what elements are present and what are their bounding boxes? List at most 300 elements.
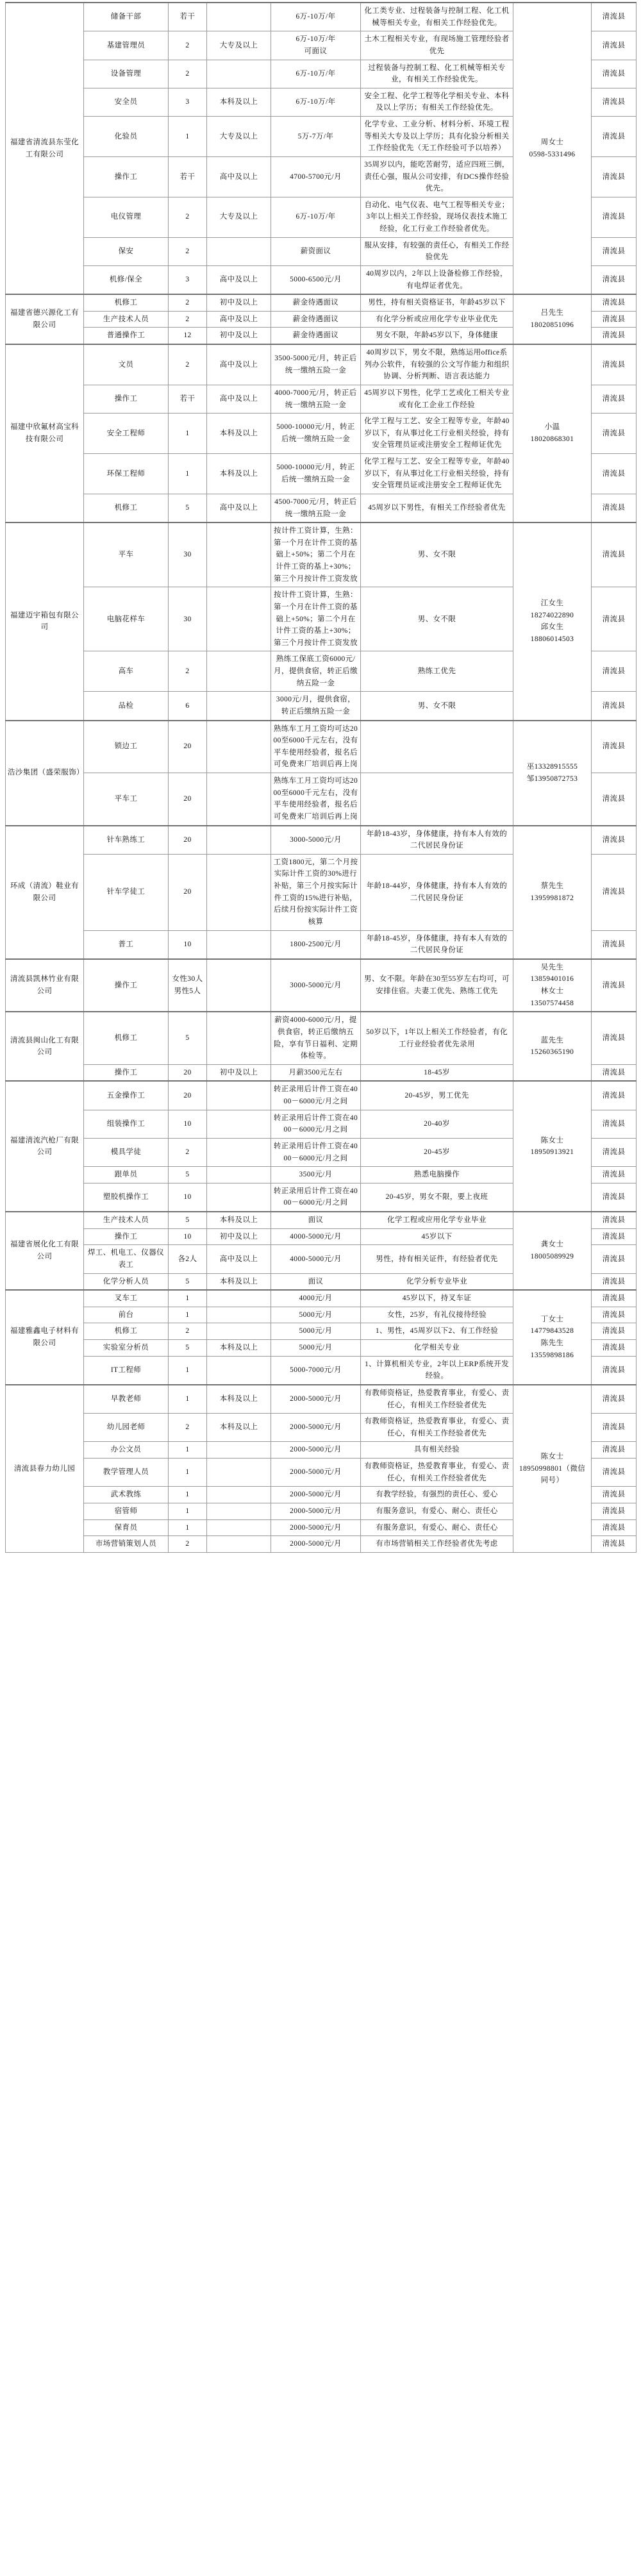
headcount-cell: 若干 xyxy=(169,385,207,413)
education-cell: 高中及以上 xyxy=(207,156,271,197)
requirement-cell: 服从安排，有较强的责任心，有相关工作经验优先 xyxy=(361,237,513,265)
salary-cell: 6万-10万/年 xyxy=(271,197,361,237)
salary-cell: 5万-7万/年 xyxy=(271,117,361,157)
headcount-cell: 5 xyxy=(169,1273,207,1290)
headcount-cell: 30 xyxy=(169,523,207,587)
job-title-cell: 机修/保全 xyxy=(84,265,169,294)
education-cell xyxy=(207,1459,271,1487)
job-title-cell: 保安 xyxy=(84,237,169,265)
salary-cell: 2000-5000元/月 xyxy=(271,1459,361,1487)
location-cell: 清流县 xyxy=(592,826,637,855)
education-cell xyxy=(207,1138,271,1166)
location-cell: 清流县 xyxy=(592,587,637,651)
job-title-cell: 塑胶机操作工 xyxy=(84,1183,169,1212)
location-cell: 清流县 xyxy=(592,265,637,294)
education-cell: 本科及以上 xyxy=(207,1340,271,1357)
table-row xyxy=(6,1385,637,1414)
job-title-cell: 早教老师 xyxy=(84,1385,169,1414)
requirement-cell: 1、计算机相关专业，2年以上ERP系统开发经验。 xyxy=(361,1356,513,1385)
salary-cell: 转正录用后计件工资在4000－6000元/月之间 xyxy=(271,1138,361,1166)
location-cell: 清流县 xyxy=(592,1245,637,1273)
requirement-cell: 20-45岁，男工优先 xyxy=(361,1081,513,1110)
location-cell: 清流县 xyxy=(592,651,637,692)
location-cell: 清流县 xyxy=(592,1167,637,1183)
requirement-cell: 有教师资格证，热爱教育事业，有爱心、责任心，有相关工作经验者优先 xyxy=(361,1385,513,1414)
company-name-cell: 福建迈宇箱包有限公司 xyxy=(6,523,84,720)
education-cell: 高中及以上 xyxy=(207,494,271,523)
job-title-cell: 平车 xyxy=(84,523,169,587)
headcount-cell: 20 xyxy=(169,854,207,930)
company-name-cell: 福建省清流县东莹化工有限公司 xyxy=(6,3,84,294)
location-cell: 清流县 xyxy=(592,454,637,494)
location-cell: 清流县 xyxy=(592,237,637,265)
job-title-cell: 跟单员 xyxy=(84,1167,169,1183)
salary-cell: 5000-6500元/月 xyxy=(271,265,361,294)
requirement-cell: 自动化、电气仪表、电气工程等相关专业；3年以上相关工作经验，现场仪表技术施工经验，化工行业工作经验者优先。 xyxy=(361,197,513,237)
education-cell: 高中及以上 xyxy=(207,385,271,413)
headcount-cell: 1 xyxy=(169,1503,207,1519)
recruitment-sheet xyxy=(0,2,641,1553)
salary-cell: 5000-10000元/月，转正后统一缴纳五险一金 xyxy=(271,454,361,494)
headcount-cell: 5 xyxy=(169,494,207,523)
requirement-cell: 有服务意识，有爱心、耐心、责任心 xyxy=(361,1519,513,1536)
headcount-cell: 3 xyxy=(169,265,207,294)
education-cell xyxy=(207,930,271,959)
education-cell xyxy=(207,60,271,88)
headcount-cell: 30 xyxy=(169,587,207,651)
salary-cell: 5000元/月 xyxy=(271,1323,361,1340)
location-cell: 清流县 xyxy=(592,385,637,413)
education-cell: 高中及以上 xyxy=(207,311,271,328)
location-cell: 清流县 xyxy=(592,1385,637,1414)
requirement-cell xyxy=(361,773,513,826)
salary-cell: 4000-7000元/月，转正后统一缴纳五险一金 xyxy=(271,385,361,413)
contact-cell: 周女士 0598-5331496 xyxy=(513,3,592,294)
salary-cell: 3500-5000元/月，转正后统一缴纳五险一金 xyxy=(271,344,361,385)
job-title-cell: 教学管理人员 xyxy=(84,1459,169,1487)
requirement-cell: 45岁以下，持叉车证 xyxy=(361,1290,513,1307)
requirement-cell: 18-45岁 xyxy=(361,1064,513,1081)
location-cell: 清流县 xyxy=(592,1212,637,1228)
salary-cell: 6万-10万/年 xyxy=(271,88,361,116)
salary-cell: 2000-5000元/月 xyxy=(271,1487,361,1503)
job-title-cell: 化学分析人员 xyxy=(84,1273,169,1290)
headcount-cell: 20 xyxy=(169,1081,207,1110)
job-title-cell: IT工程师 xyxy=(84,1356,169,1385)
salary-cell: 2000-5000元/月 xyxy=(271,1536,361,1553)
education-cell: 初中及以上 xyxy=(207,1228,271,1245)
company-name-cell: 环成（清流）鞋业有限公司 xyxy=(6,826,84,959)
job-title-cell: 市场营销策划人员 xyxy=(84,1536,169,1553)
requirement-cell: 有教师资格证，热爱教育事业，有爱心、责任心，有相关工作经验者优先 xyxy=(361,1414,513,1442)
headcount-cell: 5 xyxy=(169,1212,207,1228)
salary-cell: 面议 xyxy=(271,1273,361,1290)
requirement-cell: 熟练工优先 xyxy=(361,651,513,692)
salary-cell: 转正录用后计件工资在4000－6000元/月之间 xyxy=(271,1183,361,1212)
requirement-cell: 化学相关专业 xyxy=(361,1340,513,1357)
requirement-cell: 有教师资格证，热爱教育事业，有爱心、责任心，有相关工作经验者优先 xyxy=(361,1459,513,1487)
location-cell: 清流县 xyxy=(592,1503,637,1519)
job-title-cell: 操作工 xyxy=(84,1228,169,1245)
job-title-cell: 针车学徒工 xyxy=(84,854,169,930)
education-cell: 初中及以上 xyxy=(207,1064,271,1081)
location-cell: 清流县 xyxy=(592,1356,637,1385)
table-row xyxy=(6,959,637,1012)
requirement-cell: 有化学分析或应用化学专业毕业优先 xyxy=(361,311,513,328)
job-title-cell: 叉车工 xyxy=(84,1290,169,1307)
location-cell: 清流县 xyxy=(592,88,637,116)
location-cell: 清流县 xyxy=(592,692,637,721)
headcount-cell: 2 xyxy=(169,60,207,88)
company-name-cell: 清流县闽山化工有限公司 xyxy=(6,1012,84,1081)
contact-cell: 蓝先生 15260365190 xyxy=(513,1012,592,1081)
company-name-cell: 福建省德兴源化工有限公司 xyxy=(6,294,84,344)
requirement-cell: 男、女不限。年龄在30至55岁左右均可，可安排住宿。夫妻工优先、熟练工优先 xyxy=(361,959,513,1012)
location-cell: 清流县 xyxy=(592,117,637,157)
location-cell: 清流县 xyxy=(592,773,637,826)
contact-cell: 小温 18020868301 xyxy=(513,344,592,523)
job-title-cell: 普工 xyxy=(84,930,169,959)
location-cell: 清流县 xyxy=(592,1519,637,1536)
salary-cell: 工资1800元，第二个月按实际计件工资的30%进行补贴，第三个月按实际计件工资的15%进行补贴，后续月份按实际计件工资核算 xyxy=(271,854,361,930)
job-title-cell: 环保工程师 xyxy=(84,454,169,494)
location-cell: 清流县 xyxy=(592,1183,637,1212)
location-cell: 清流县 xyxy=(592,344,637,385)
education-cell: 高中及以上 xyxy=(207,265,271,294)
job-title-cell: 武术教练 xyxy=(84,1487,169,1503)
headcount-cell: 10 xyxy=(169,930,207,959)
salary-cell: 3000元/月，提供食宿，转正后缴纳五险一金 xyxy=(271,692,361,721)
contact-cell: 吕先生 18020851096 xyxy=(513,294,592,344)
location-cell: 清流县 xyxy=(592,1307,637,1323)
salary-cell: 3000-5000元/月 xyxy=(271,826,361,855)
education-cell xyxy=(207,1110,271,1138)
salary-cell: 2000-5000元/月 xyxy=(271,1519,361,1536)
table-row xyxy=(6,523,637,587)
headcount-cell: 1 xyxy=(169,117,207,157)
job-title-cell: 品检 xyxy=(84,692,169,721)
requirement-cell: 年龄18-44岁，身体健康，持有本人有效的二代居民身份证 xyxy=(361,854,513,930)
education-cell xyxy=(207,826,271,855)
education-cell xyxy=(207,1167,271,1183)
education-cell xyxy=(207,959,271,1012)
salary-cell: 薪资面议 xyxy=(271,237,361,265)
table-row xyxy=(6,344,637,385)
job-title-cell: 机修工 xyxy=(84,494,169,523)
education-cell: 高中及以上 xyxy=(207,344,271,385)
headcount-cell: 20 xyxy=(169,773,207,826)
headcount-cell: 1 xyxy=(169,1356,207,1385)
salary-cell: 5000-7000元/月 xyxy=(271,1356,361,1385)
location-cell: 清流县 xyxy=(592,1064,637,1081)
headcount-cell: 2 xyxy=(169,1536,207,1553)
salary-cell: 转正录用后计件工资在4000－6000元/月之间 xyxy=(271,1081,361,1110)
location-cell: 清流县 xyxy=(592,1414,637,1442)
job-title-cell: 生产技术人员 xyxy=(84,311,169,328)
location-cell: 清流县 xyxy=(592,294,637,311)
requirement-cell: 有教学经验，有强烈的责任心、爱心 xyxy=(361,1487,513,1503)
requirement-cell: 男、女不限 xyxy=(361,523,513,587)
headcount-cell: 5 xyxy=(169,1167,207,1183)
contact-cell: 江女生 18274022890 邱女生 18806014503 xyxy=(513,523,592,720)
requirement-cell: 男、女不限 xyxy=(361,587,513,651)
location-cell: 清流县 xyxy=(592,1487,637,1503)
headcount-cell: 2 xyxy=(169,311,207,328)
contact-cell: 蔡先生 13959981872 xyxy=(513,826,592,959)
requirement-cell: 过程装备与控制工程、化工机械等相关专业，有相关工作经验优先。 xyxy=(361,60,513,88)
location-cell: 清流县 xyxy=(592,1081,637,1110)
job-title-cell: 焊工、机电工、仪器仪表工 xyxy=(84,1245,169,1273)
company-name-cell: 福建清流汽枪厂有限公司 xyxy=(6,1081,84,1212)
salary-cell: 薪金待遇面议 xyxy=(271,328,361,344)
education-cell xyxy=(207,587,271,651)
requirement-cell: 有服务意识，有爱心、耐心、责任心 xyxy=(361,1503,513,1519)
requirement-cell: 化学专业、工业分析、材料分析、环境工程等相关大专及以上学历；具有化验分析相关工作经验优先（无工作经验可予以培养） xyxy=(361,117,513,157)
education-cell xyxy=(207,721,271,773)
education-cell xyxy=(207,1323,271,1340)
location-cell: 清流县 xyxy=(592,328,637,344)
salary-cell: 2000-5000元/月 xyxy=(271,1442,361,1459)
headcount-cell: 10 xyxy=(169,1110,207,1138)
salary-cell: 月薪3500元左右 xyxy=(271,1064,361,1081)
table-row xyxy=(6,1212,637,1228)
location-cell: 清流县 xyxy=(592,197,637,237)
job-title-cell: 机修工 xyxy=(84,1012,169,1064)
salary-cell: 按计件工资计算，生熟：第一个月在计件工资的基础上+50%；第二个月在计件工资的基上+30%；第三个月按计件工资发放 xyxy=(271,523,361,587)
headcount-cell: 5 xyxy=(169,1340,207,1357)
salary-cell: 4500-7000元/月，转正后统一缴纳五险一金 xyxy=(271,494,361,523)
salary-cell: 3500元/月 xyxy=(271,1167,361,1183)
job-title-cell: 前台 xyxy=(84,1307,169,1323)
requirement-cell: 男女不限，年龄45岁以下，身体健康 xyxy=(361,328,513,344)
table-body xyxy=(6,3,637,1552)
requirement-cell: 安全工程、化学工程等化学相关专业、本科及以上学历；有相关工作经验优先。 xyxy=(361,88,513,116)
headcount-cell: 20 xyxy=(169,826,207,855)
education-cell xyxy=(207,1519,271,1536)
requirement-cell: 化学分析专业毕业 xyxy=(361,1273,513,1290)
headcount-cell: 2 xyxy=(169,1323,207,1340)
job-title-cell: 幼儿园老师 xyxy=(84,1414,169,1442)
company-name-cell: 浩沙集团（盛荣服饰） xyxy=(6,721,84,826)
location-cell: 清流县 xyxy=(592,311,637,328)
headcount-cell: 1 xyxy=(169,1307,207,1323)
education-cell: 大专及以上 xyxy=(207,197,271,237)
job-title-cell: 锁边工 xyxy=(84,721,169,773)
job-title-cell: 设备管理 xyxy=(84,60,169,88)
education-cell xyxy=(207,3,271,31)
salary-cell: 4000-5000元/月 xyxy=(271,1245,361,1273)
location-cell: 清流县 xyxy=(592,1012,637,1064)
salary-cell: 2000-5000元/月 xyxy=(271,1385,361,1414)
requirement-cell: 化学工程或应用化学专业毕业 xyxy=(361,1212,513,1228)
education-cell xyxy=(207,1183,271,1212)
salary-cell: 熟练车工月工资均可达2000至6000千元左右，没有平车使用经验者，报名后可免费来厂培训后再上岗 xyxy=(271,773,361,826)
recruitment-table xyxy=(5,2,637,1553)
requirement-cell: 男、女不限 xyxy=(361,692,513,721)
requirement-cell: 35周岁以内，能吃苦耐劳，适应四班三倒，责任心强，服从公司安排，有DCS操作经验优先。 xyxy=(361,156,513,197)
requirement-cell: 45岁以下 xyxy=(361,1228,513,1245)
contact-cell: 陈女士 18950913921 xyxy=(513,1081,592,1212)
location-cell: 清流县 xyxy=(592,959,637,1012)
salary-cell: 5000元/月 xyxy=(271,1307,361,1323)
job-title-cell: 机修工 xyxy=(84,294,169,311)
job-title-cell: 保育员 xyxy=(84,1519,169,1536)
job-title-cell: 操作工 xyxy=(84,156,169,197)
contact-cell: 吴先生 13859401016 林女士 13507574458 xyxy=(513,959,592,1012)
education-cell: 大专及以上 xyxy=(207,117,271,157)
table-row xyxy=(6,721,637,773)
location-cell: 清流县 xyxy=(592,721,637,773)
salary-cell: 4000-5000元/月 xyxy=(271,1228,361,1245)
job-title-cell: 基建管理员 xyxy=(84,31,169,60)
company-name-cell: 福建省展化化工有限公司 xyxy=(6,1212,84,1290)
education-cell xyxy=(207,237,271,265)
education-cell: 初中及以上 xyxy=(207,328,271,344)
job-title-cell: 安全员 xyxy=(84,88,169,116)
education-cell xyxy=(207,1487,271,1503)
headcount-cell: 1 xyxy=(169,1290,207,1307)
job-title-cell: 模具学徒 xyxy=(84,1138,169,1166)
location-cell: 清流县 xyxy=(592,3,637,31)
headcount-cell: 20 xyxy=(169,721,207,773)
job-title-cell: 生产技术人员 xyxy=(84,1212,169,1228)
contact-cell: 巫13328915555 邹13950872753 xyxy=(513,721,592,826)
location-cell: 清流县 xyxy=(592,1459,637,1487)
location-cell: 清流县 xyxy=(592,523,637,587)
salary-cell: 薪金待遇面议 xyxy=(271,294,361,311)
headcount-cell: 5 xyxy=(169,1012,207,1064)
location-cell: 清流县 xyxy=(592,854,637,930)
requirement-cell: 20-45岁，男女不限，要上夜班 xyxy=(361,1183,513,1212)
education-cell xyxy=(207,1536,271,1553)
location-cell: 清流县 xyxy=(592,414,637,454)
headcount-cell: 6 xyxy=(169,692,207,721)
headcount-cell: 2 xyxy=(169,344,207,385)
education-cell xyxy=(207,1290,271,1307)
salary-cell: 薪资4000-6000元/月，提供食宿，转正后缴纳五险，享有节日福利、定期体检等。 xyxy=(271,1012,361,1064)
requirement-cell: 有市场营销相关工作经验者优先考虑 xyxy=(361,1536,513,1553)
requirement-cell: 土木工程相关专业，有现场施工管理经验者优先 xyxy=(361,31,513,60)
location-cell: 清流县 xyxy=(592,930,637,959)
job-title-cell: 实验室分析员 xyxy=(84,1340,169,1357)
job-title-cell: 电仪管理 xyxy=(84,197,169,237)
contact-cell: 龚女士 18005089929 xyxy=(513,1212,592,1290)
company-name-cell: 福建雅鑫电子材料有限公司 xyxy=(6,1290,84,1385)
requirement-cell: 40周岁以内，2年以上设备检修工作经验，有电焊证者优先。 xyxy=(361,265,513,294)
education-cell xyxy=(207,1442,271,1459)
salary-cell: 1800-2500元/月 xyxy=(271,930,361,959)
headcount-cell: 1 xyxy=(169,1519,207,1536)
education-cell xyxy=(207,1503,271,1519)
location-cell: 清流县 xyxy=(592,494,637,523)
salary-cell: 6万-10万/年 xyxy=(271,3,361,31)
salary-cell: 4700-5700元/月 xyxy=(271,156,361,197)
company-name-cell: 福建中欣氟材高宝科技有限公司 xyxy=(6,344,84,523)
salary-cell: 熟练车工月工资均可达2000至6000千元左右，没有平车使用经验者，报名后可免费来厂培训后再上岗 xyxy=(271,721,361,773)
table-row xyxy=(6,1012,637,1064)
education-cell xyxy=(207,651,271,692)
job-title-cell: 操作工 xyxy=(84,1064,169,1081)
education-cell xyxy=(207,1356,271,1385)
requirement-cell: 年龄18-45岁，身体健康，持有本人有效的二代居民身份证 xyxy=(361,930,513,959)
requirement-cell: 45周岁以下男性，有相关工作经验者优先 xyxy=(361,494,513,523)
headcount-cell: 1 xyxy=(169,454,207,494)
requirement-cell: 45周岁以下男性，化学工艺或化工相关专业或有化工企业工作经验 xyxy=(361,385,513,413)
location-cell: 清流县 xyxy=(592,1110,637,1138)
requirement-cell xyxy=(361,721,513,773)
education-cell: 高中及以上 xyxy=(207,1245,271,1273)
headcount-cell: 2 xyxy=(169,31,207,60)
salary-cell: 按计件工资计算，生熟：第一个月在计件工资的基础上+50%；第二个月在计件工资的基上+30%；第三个月按计件工资发放 xyxy=(271,587,361,651)
table-row xyxy=(6,1290,637,1307)
salary-cell: 面议 xyxy=(271,1212,361,1228)
headcount-cell: 1 xyxy=(169,414,207,454)
salary-cell: 2000-5000元/月 xyxy=(271,1414,361,1442)
education-cell: 本科及以上 xyxy=(207,1273,271,1290)
salary-cell: 6万-10万/年 xyxy=(271,60,361,88)
job-title-cell: 操作工 xyxy=(84,385,169,413)
table-row xyxy=(6,3,637,31)
location-cell: 清流县 xyxy=(592,1323,637,1340)
job-title-cell: 储备干部 xyxy=(84,3,169,31)
table-row xyxy=(6,1081,637,1110)
location-cell: 清流县 xyxy=(592,1290,637,1307)
salary-cell: 熟练工保底工资6000元/月，提供食宿，转正后缴纳五险一金 xyxy=(271,651,361,692)
headcount-cell: 2 xyxy=(169,651,207,692)
headcount-cell: 1 xyxy=(169,1459,207,1487)
headcount-cell: 女性30人 男性5人 xyxy=(169,959,207,1012)
requirement-cell: 女性，25岁，有礼仪接待经验 xyxy=(361,1307,513,1323)
requirement-cell: 化工类专业、过程装备与控制工程、化工机械等相关专业，有相关工作经验优先。 xyxy=(361,3,513,31)
location-cell: 清流县 xyxy=(592,1138,637,1166)
education-cell xyxy=(207,773,271,826)
salary-cell: 转正录用后计件工资在4000－6000元/月之间 xyxy=(271,1110,361,1138)
education-cell xyxy=(207,854,271,930)
requirement-cell: 20-40岁 xyxy=(361,1110,513,1138)
requirement-cell: 熟悉电脑操作 xyxy=(361,1167,513,1183)
salary-cell: 5000-10000元/月，转正后统一缴纳五险一金 xyxy=(271,414,361,454)
table-row xyxy=(6,826,637,855)
table-row xyxy=(6,294,637,311)
headcount-cell: 2 xyxy=(169,294,207,311)
requirement-cell: 化学工程与工艺、安全工程等专业，年龄40岁以下，有从事过化工行业相关经验，持有安全管理员证或注册安全工程师证优先 xyxy=(361,454,513,494)
salary-cell: 5000元/月 xyxy=(271,1340,361,1357)
job-title-cell: 针车熟练工 xyxy=(84,826,169,855)
requirement-cell: 具有相关经验 xyxy=(361,1442,513,1459)
job-title-cell: 文员 xyxy=(84,344,169,385)
education-cell xyxy=(207,1307,271,1323)
location-cell: 清流县 xyxy=(592,1340,637,1357)
requirement-cell: 化学工程与工艺、安全工程等专业，年龄40岁以下，有从事过化工行业相关经验，持有安全管理员证或注册安全工程师证优先 xyxy=(361,414,513,454)
headcount-cell: 10 xyxy=(169,1183,207,1212)
job-title-cell: 电脑花样车 xyxy=(84,587,169,651)
job-title-cell: 平车工 xyxy=(84,773,169,826)
salary-cell: 薪金待遇面议 xyxy=(271,311,361,328)
headcount-cell: 2 xyxy=(169,1138,207,1166)
job-title-cell: 宿管师 xyxy=(84,1503,169,1519)
salary-cell: 3000-5000元/月 xyxy=(271,959,361,1012)
headcount-cell: 若干 xyxy=(169,156,207,197)
education-cell: 本科及以上 xyxy=(207,454,271,494)
salary-cell: 4000元/月 xyxy=(271,1290,361,1307)
job-title-cell: 高车 xyxy=(84,651,169,692)
headcount-cell: 各2人 xyxy=(169,1245,207,1273)
education-cell: 本科及以上 xyxy=(207,1212,271,1228)
headcount-cell: 2 xyxy=(169,237,207,265)
location-cell: 清流县 xyxy=(592,60,637,88)
location-cell: 清流县 xyxy=(592,1536,637,1553)
requirement-cell: 20-45岁 xyxy=(361,1138,513,1166)
